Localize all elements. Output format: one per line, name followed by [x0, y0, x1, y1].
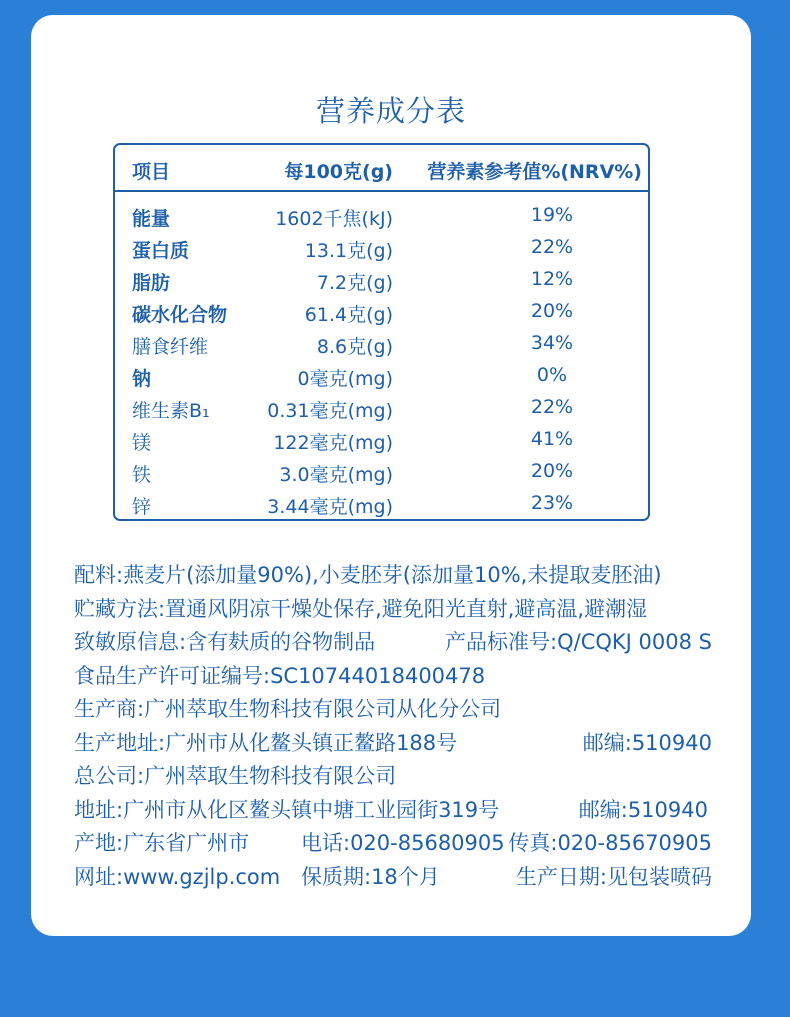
- info-line: [74, 861, 714, 895]
- production-date-text: 生产日期:见包装喷码: [515, 864, 712, 889]
- nutrient-value: 13.1克(g): [304, 240, 393, 262]
- info-line: [74, 626, 714, 660]
- product-info: [74, 559, 714, 894]
- license-text: 食品生产许可证编号:SC10744018400478: [74, 663, 486, 688]
- info-line: [74, 559, 714, 593]
- nutrient-name: 碳水化合物: [132, 304, 228, 326]
- info-line: [74, 660, 714, 694]
- table-header: [115, 145, 648, 192]
- nutrient-nrv: 23%: [530, 492, 574, 514]
- table-row: [115, 296, 648, 328]
- info-line: [74, 593, 714, 627]
- ingredients-text: 配料:燕麦片(添加量90%),小麦胚芽(添加量10%,未提取麦胚油): [74, 563, 662, 587]
- allergen-text: 致敏原信息:含有麸质的谷物制品: [74, 630, 376, 654]
- header-per100g: 每100克(g): [284, 161, 393, 183]
- phone-text: 电话:020-85680905: [301, 831, 505, 855]
- info-line: [74, 727, 714, 761]
- head-company-text: 总公司:广州萃取生物科技有限公司: [74, 764, 397, 788]
- nutrient-name: 镁: [132, 432, 152, 454]
- nutrient-nrv: 0%: [536, 364, 568, 386]
- nutrient-name: 铁: [132, 464, 152, 486]
- storage-text: 贮藏方法:置通风阴凉干燥处保存,避免阳光直射,避高温,避潮湿: [74, 596, 648, 621]
- nutrient-value: 1602千焦(kJ): [275, 208, 393, 230]
- producer-address-text: 生产地址:广州市从化鳌头镇正鳌路188号: [74, 730, 458, 755]
- nutrient-value: 8.6克(g): [316, 336, 393, 358]
- nutrient-value: 7.2克(g): [316, 272, 393, 294]
- table-row: [115, 264, 648, 296]
- label-card: [31, 15, 751, 936]
- nutrition-table: [113, 143, 650, 521]
- table-row: [115, 488, 648, 520]
- nutrient-name: 蛋白质: [132, 240, 190, 262]
- nutrient-name: 脂肪: [132, 272, 171, 294]
- info-line: [74, 827, 714, 861]
- shelf-life-text: 保质期:18个月: [301, 864, 440, 889]
- table-row: [115, 424, 648, 456]
- table-row: [115, 456, 648, 488]
- nutrient-name: 锌: [132, 496, 152, 518]
- nutrient-value: 122毫克(mg): [273, 432, 393, 454]
- table-row: [115, 232, 648, 264]
- info-line: [74, 693, 714, 727]
- nutrient-nrv: 22%: [530, 236, 574, 258]
- nutrient-name: 维生素B₁: [132, 400, 210, 422]
- nutrient-value: 61.4克(g): [304, 304, 393, 326]
- header-item: 项目: [132, 161, 171, 183]
- origin-text: 产地:广东省广州市: [74, 831, 250, 855]
- nutrient-name: 膳食纤维: [132, 336, 209, 358]
- nutrient-nrv: 22%: [530, 396, 574, 418]
- nutrient-value: 0.31毫克(mg): [267, 400, 393, 422]
- website-text: 网址:www.gzjlp.com: [74, 864, 281, 889]
- nutrient-nrv: 12%: [530, 268, 574, 290]
- nutrient-nrv: 19%: [530, 204, 574, 226]
- nutrient-value: 3.0毫克(mg): [279, 464, 393, 486]
- info-line: [74, 760, 714, 794]
- table-row: [115, 200, 648, 232]
- table-row: [115, 392, 648, 424]
- address-text: 地址:广州市从化区鳌头镇中塘工业园街319号: [74, 797, 500, 822]
- header-nrv: 营养素参考值%(NRV%): [427, 161, 642, 183]
- nutrient-value: 3.44毫克(mg): [267, 496, 393, 518]
- nutrient-nrv: 41%: [530, 428, 574, 450]
- nutrient-nrv: 20%: [530, 460, 574, 482]
- nutrient-value: 0毫克(mg): [297, 368, 393, 390]
- nutrient-name: 能量: [132, 208, 171, 230]
- info-line: [74, 794, 714, 828]
- nutrition-table-title: 营养成分表: [315, 94, 466, 128]
- producer-text: 生产商:广州萃取生物科技有限公司从化分公司: [74, 697, 502, 721]
- standard-text: 产品标准号:Q/CQKJ 0008 S: [445, 630, 712, 654]
- table-row: [115, 360, 648, 392]
- nutrient-name: 钠: [132, 368, 152, 390]
- producer-postcode-text: 邮编:510940: [582, 730, 712, 755]
- table-row: [115, 328, 648, 360]
- nutrient-nrv: 34%: [530, 332, 574, 354]
- nutrient-nrv: 20%: [530, 300, 574, 322]
- postcode-text: 邮编:510940: [578, 797, 708, 822]
- fax-text: 传真:020-85670905: [508, 831, 712, 855]
